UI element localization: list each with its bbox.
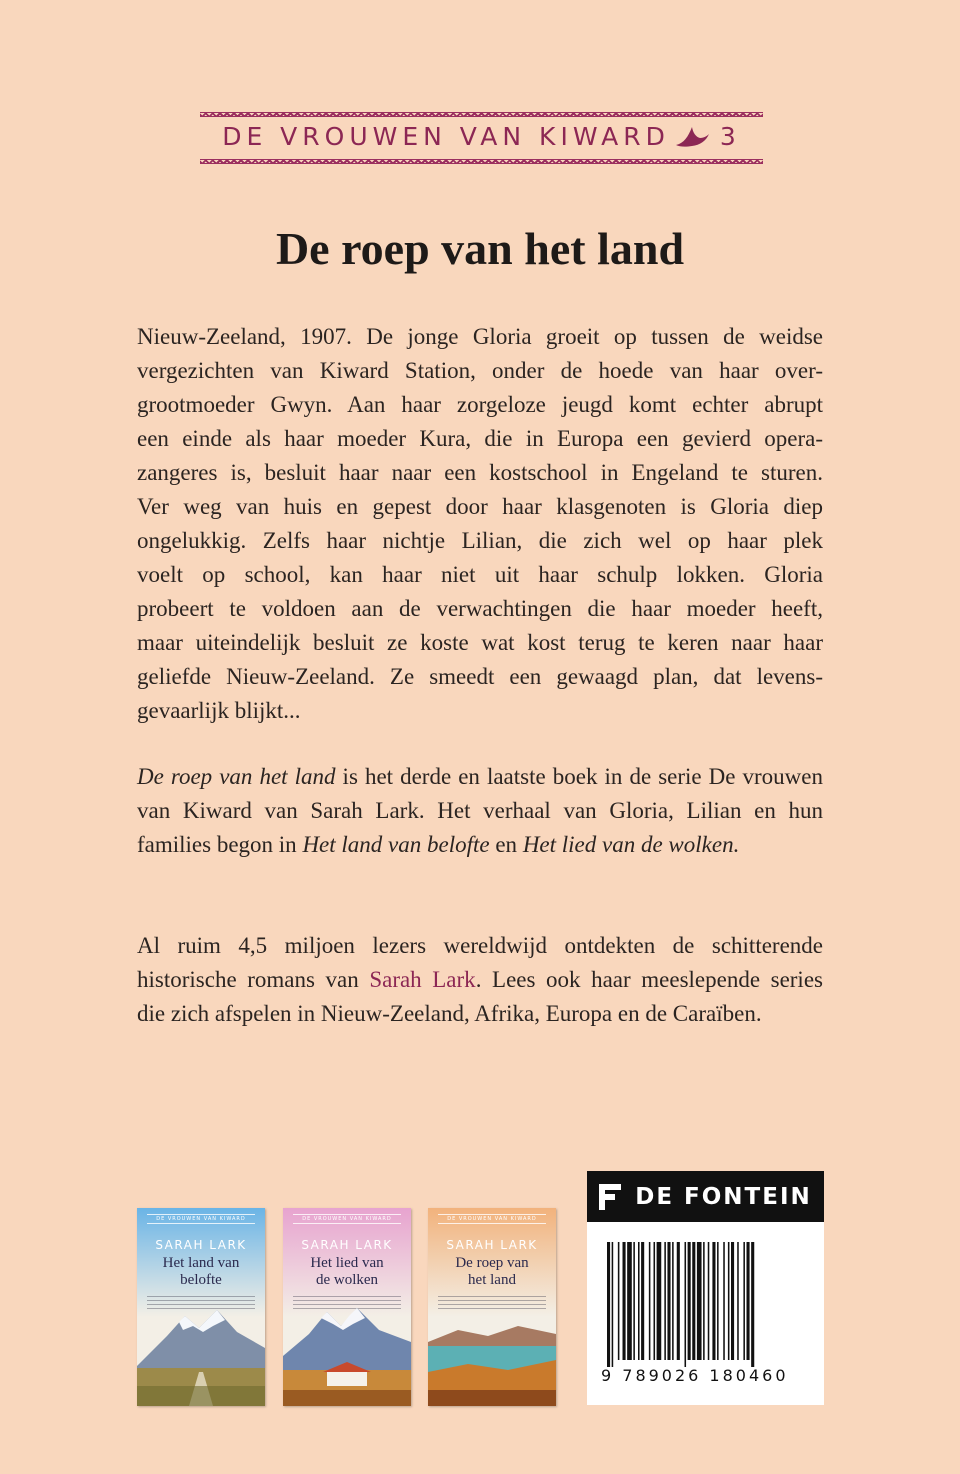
barcode-bar	[697, 1242, 702, 1360]
series-banner-top-rule	[200, 112, 763, 117]
cover-author: SARAH LARK	[155, 1238, 247, 1252]
cover-series-label: DE VROUWEN VAN KIWARD	[293, 1214, 401, 1224]
blurb-line: zangeres is, besluit haar naar een kostschool in Engeland te sturen.	[137, 460, 823, 485]
cover-illustration	[428, 1286, 556, 1406]
cover-title-line: de wolken	[315, 1272, 379, 1288]
cover-title-line: het land	[468, 1272, 516, 1288]
blurb-line: vergezichten van Kiward Station, onder de hoede van haar over-	[137, 358, 823, 383]
barcode-bar	[703, 1242, 705, 1360]
barcode-bar	[623, 1242, 626, 1360]
bird-icon	[674, 123, 710, 151]
publisher-logo	[587, 1171, 824, 1222]
barcode-bar	[747, 1242, 750, 1360]
blurb-line: probeert te voldoen aan de verwachtingen die haar moeder heeft,	[137, 596, 823, 621]
series-note-text: en	[489, 832, 523, 857]
blurb-line: Ver weg van huis en gepest door haar klasgenoten is Gloria diep	[137, 494, 823, 519]
barcode-bar	[627, 1242, 632, 1360]
barcode-bar	[717, 1242, 719, 1360]
cover-series-label: DE VROUWEN VAN KIWARD	[147, 1214, 255, 1224]
book-title: De roep van het land	[275, 223, 685, 274]
barcode-bar	[751, 1242, 754, 1367]
series-banner	[200, 112, 763, 164]
cover-author: SARAH LARK	[446, 1238, 538, 1252]
series-banner-bottom-rule	[200, 159, 763, 164]
barcode-bars	[607, 1242, 807, 1367]
blurb-line: voelt op school, kan haar niet uit haar schulp lokken. Gloria	[137, 562, 823, 587]
series-note-text: families begon in	[137, 832, 303, 857]
series-number: 3	[719, 122, 741, 151]
blurb-line: ongelukkig. Zelfs haar nichtje Lilian, die zich wel op haar plek	[137, 528, 823, 553]
barcode-bar	[685, 1242, 687, 1367]
cover-title-line: belofte	[180, 1272, 222, 1288]
cover-illustration	[137, 1286, 265, 1406]
barcode-bar	[612, 1242, 614, 1367]
series-note-text: is het derde en laatste boek in de serie De vrouwen	[335, 764, 823, 789]
publisher-name: DE FONTEIN	[635, 1183, 812, 1210]
blurb-paragraph	[137, 320, 823, 728]
author-note-paragraph	[137, 929, 823, 1031]
barcode-bar	[633, 1242, 635, 1360]
series-note-line	[137, 828, 823, 862]
series-name: DE VROUWEN VAN KIWARD	[222, 122, 670, 151]
barcode-bar	[664, 1242, 666, 1360]
series-note-paragraph	[137, 760, 823, 862]
fontein-f-icon	[599, 1184, 621, 1210]
cover-illustration	[283, 1286, 411, 1406]
cover-series-label: DE VROUWEN VAN KIWARD	[438, 1214, 546, 1224]
barcode-bar	[712, 1242, 715, 1360]
barcode-bar	[728, 1242, 730, 1360]
barcode-bar	[649, 1242, 651, 1360]
blurb-line: geliefde Nieuw-Zeeland. Ze smeedt een gewaagd plan, dat levens-	[137, 664, 823, 689]
barcode-bar	[607, 1242, 610, 1367]
author-note-text: historische romans van	[137, 967, 370, 992]
author-note-line: Al ruim 4,5 miljoen lezers wereldwijd ontdekten de schitterende	[137, 933, 823, 958]
blurb-line: een einde als haar moeder Kura, die in Europa een gevierd opera-	[137, 426, 823, 451]
cover-title-line: Het lied van	[310, 1255, 384, 1271]
series-note-line	[137, 760, 823, 794]
book1-reference: Het land van belofte	[302, 832, 490, 857]
barcode-bar	[737, 1242, 739, 1360]
cover-book-3[interactable]	[428, 1208, 556, 1406]
barcode-bar	[692, 1242, 695, 1360]
author-name: Sarah Lark	[369, 967, 476, 992]
series-note-line: van Kiward van Sarah Lark. Het verhaal van Gloria, Lilian en hun	[137, 798, 823, 823]
barcode-bar	[667, 1242, 670, 1360]
book2-reference: Het lied van de wolken.	[522, 832, 740, 857]
barcode-bar	[688, 1242, 691, 1360]
barcode-bar	[654, 1242, 656, 1360]
barcode-bar	[731, 1242, 734, 1360]
cover-author: SARAH LARK	[301, 1238, 393, 1252]
barcode-bar	[677, 1242, 680, 1360]
author-note-line: die zich afspelen in Nieuw-Zeeland, Afrika, Europa en de Caraïben.	[137, 1001, 762, 1026]
barcode-bar	[723, 1242, 725, 1360]
series-covers	[137, 1208, 557, 1406]
blurb-line: maar uiteindelijk besluit ze koste wat kost terug te keren naar haar	[137, 630, 823, 655]
isbn-digits: 9 789026 180460	[601, 1366, 789, 1385]
barcode-bar	[638, 1242, 640, 1360]
author-note-text: . Lees ook haar meeslepende series	[475, 967, 823, 992]
barcode-bar	[743, 1242, 745, 1360]
blurb-line: Nieuw-Zeeland, 1907. De jonge Gloria groeit op tussen de weidse	[137, 324, 823, 349]
barcode-bar	[657, 1242, 662, 1360]
barcode-bar	[618, 1242, 620, 1360]
cover-title	[428, 1255, 556, 1289]
barcode-bar	[641, 1242, 644, 1360]
cover-title-line: Het land van	[162, 1255, 240, 1271]
cover-title	[283, 1255, 411, 1289]
blurb-line: gevaarlijk blijkt...	[137, 698, 301, 723]
blurb-line: grootmoeder Gwyn. Aan haar zorgeloze jeugd komt echter abrupt	[137, 392, 823, 417]
author-note-line	[137, 963, 823, 997]
cover-title	[137, 1255, 265, 1289]
title-reference: De roep van het land	[137, 764, 336, 789]
cover-title-line: De roep van	[455, 1255, 529, 1271]
series-row	[200, 122, 763, 151]
cover-book-2[interactable]	[283, 1208, 411, 1406]
barcode-bar	[672, 1242, 674, 1360]
barcode-bar	[708, 1242, 710, 1360]
cover-book-1[interactable]	[137, 1208, 265, 1406]
isbn-barcode	[587, 1222, 824, 1405]
